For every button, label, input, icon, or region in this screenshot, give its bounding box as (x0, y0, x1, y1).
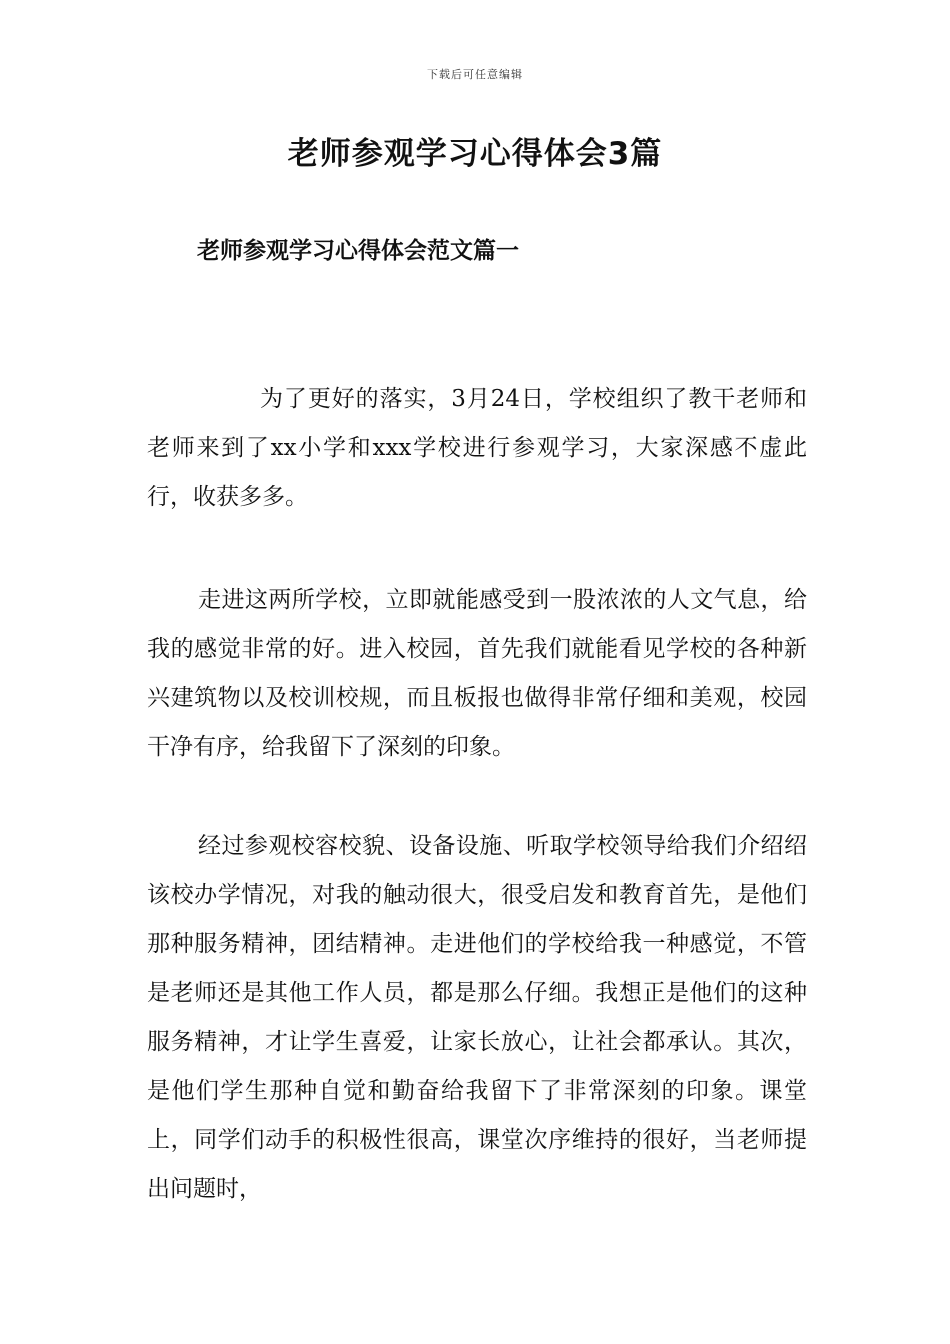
body-paragraph-3: 经过参观校容校貌、设备设施、听取学校领导给我们介绍绍该校办学情况，对我的触动很大，很受启发和教育首先，是他们那种服务精神，团结精神。走进他们的学校给我一种感觉，不管是老师还是其他工作人员，都是那么仔细。我想正是他们的这种服务精神，才让学生喜爱，让家长放心，让社会都承认。其次，是他们学生那种自觉和勤奋给我留下了非常深刻的印象。课堂上，同学们动手的积极性很高，课堂次序维持的很好，当老师提出问题时， (147, 833, 807, 1202)
page-header-note: 下载后可任意编辑 (427, 68, 523, 81)
document-title: 老师参观学习心得体会3篇 (287, 136, 663, 172)
body-paragraph-2: 走进这两所学校，立即就能感受到一股浓浓的人文气息，给我的感觉非常的好。进入校园，首先我们就能看见学校的各种新兴建筑物以及校训校规，而且板报也做得非常仔细和美观，校园干净有序，给我留下了深刻的印象。 (147, 587, 807, 760)
section-heading: 老师参观学习心得体会范文篇一 (197, 237, 519, 264)
body-paragraph-1: 为了更好的落实，3月24日，学校组织了教干老师和老师来到了xx小学和xxx学校进行参观学习，大家深感不虚此行，收获多多。 (147, 386, 807, 510)
